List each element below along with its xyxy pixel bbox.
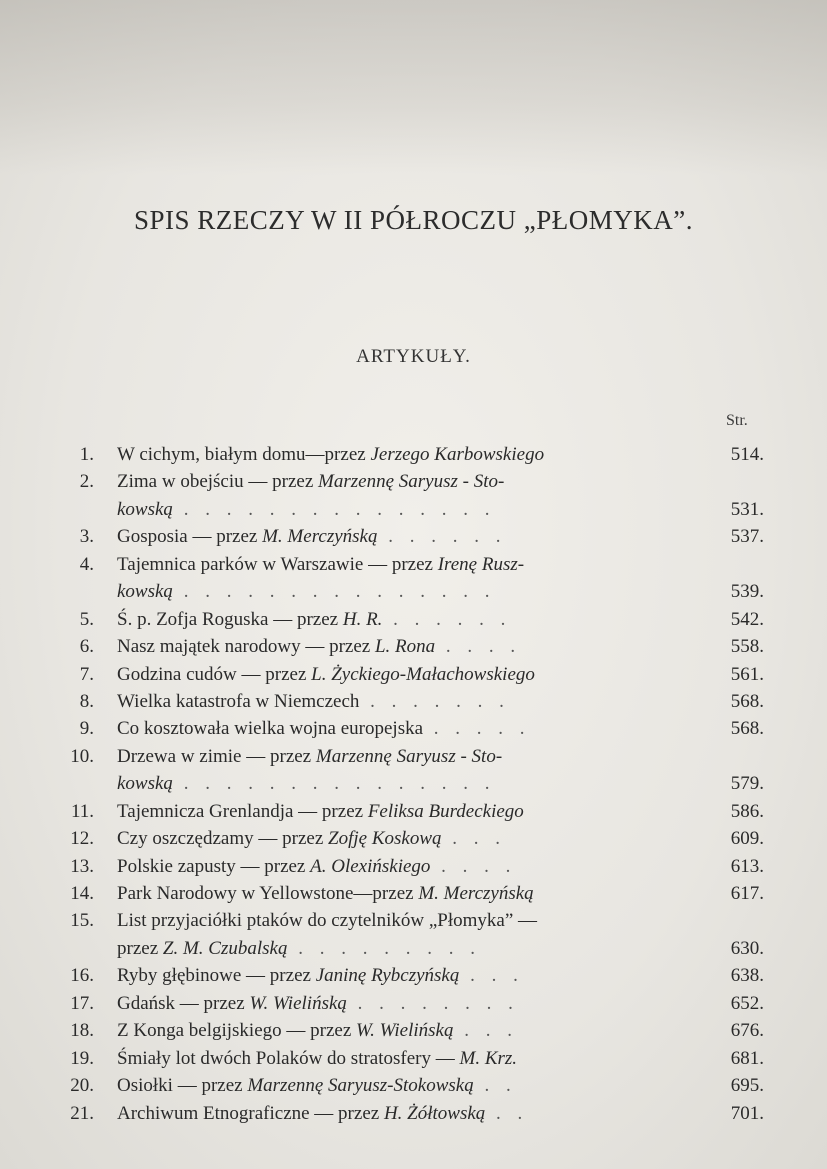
entry-text: przez [117, 937, 163, 959]
entry-title [117, 935, 637, 962]
toc-line [0, 1045, 827, 1072]
entry-page-number: 617. [730, 883, 764, 904]
toc-line [0, 606, 827, 633]
entry-author: L. Rona [374, 636, 436, 658]
entry-author: W. Wielińską [356, 1020, 454, 1042]
entry-page-number: 652. [730, 992, 764, 1014]
dot-leader: . . . . . [423, 718, 531, 740]
entry-author: kowską [117, 773, 173, 795]
dot-leader: . . . . . . . . . . . . . . . [172, 773, 496, 795]
entry-author: Irenę Rusz- [437, 553, 525, 575]
entry-text: Co kosztowała wielka wojna europejska [117, 718, 424, 740]
entry-text: Tajemnicza Grenlandja — przez [117, 800, 368, 822]
entry-author: M. Merczyńską [262, 526, 378, 548]
entry-title [117, 441, 637, 468]
section-heading: ARTYKUŁY. [356, 346, 471, 367]
toc-line [0, 798, 827, 825]
entry-number: 10. [70, 745, 94, 767]
entry-title [117, 1072, 637, 1099]
toc-line [0, 825, 827, 852]
entry-number: 16. [70, 965, 94, 987]
entry-page-number: 539. [730, 581, 764, 603]
entry-number: 2. [79, 471, 94, 493]
entry-number: 5. [79, 608, 94, 630]
entry-number: 8. [79, 690, 94, 712]
entry-page-number: 579. [730, 773, 764, 795]
toc-line [0, 880, 827, 907]
entry-text: Ś. p. Zofja Roguska — przez [117, 608, 343, 630]
entry-text: W cichym, białym domu—przez [117, 444, 371, 465]
toc-line [0, 1100, 827, 1127]
entry-text: Drzewa w zimie — przez [117, 745, 316, 767]
entry-number: 15. [70, 910, 94, 932]
toc-line [0, 1072, 827, 1099]
entry-title [117, 551, 637, 578]
entry-title [117, 853, 637, 880]
entry-title [117, 633, 637, 660]
entry-text: Gdańsk — przez [117, 992, 250, 1014]
entry-title [117, 688, 637, 715]
entry-title [117, 661, 637, 688]
entry-title [117, 715, 637, 742]
entry-text: Ryby głębinowe — przez [117, 965, 316, 987]
entry-number: 18. [70, 1020, 94, 1042]
dot-leader: . . . . . . [377, 526, 507, 548]
entry-author: Jerzego Karbowskiego [370, 444, 545, 465]
entry-number: 17. [70, 992, 94, 1014]
entry-page-number: 514. [730, 444, 764, 465]
entry-title [117, 743, 637, 770]
entry-number: 20. [70, 1075, 94, 1097]
entry-text: Gosposia — przez [117, 526, 263, 548]
dot-leader: . . [473, 1075, 517, 1097]
toc-line [0, 551, 827, 578]
entry-title [117, 606, 637, 633]
toc-line [0, 1017, 827, 1044]
entry-page-number: 568. [730, 718, 764, 740]
entry-text: Wielka katastrofa w Niemczech [117, 690, 360, 712]
entry-title [117, 990, 637, 1017]
toc-line [0, 578, 827, 605]
entry-text: Czy oszczędzamy — przez [117, 828, 329, 850]
entry-number: 11. [70, 800, 94, 822]
entry-author: L. Życkiego-Małachowskiego [311, 663, 535, 685]
dot-leader: . . . [441, 828, 506, 850]
entry-page-number: 701. [730, 1102, 764, 1124]
entry-author: Z. M. Czubalską [162, 937, 288, 959]
entry-text: Tajemnica parków w Warszawie — przez [117, 553, 438, 575]
toc-line [0, 715, 827, 742]
entry-title [117, 523, 637, 550]
entry-text: Zima w obejściu — przez [117, 471, 319, 493]
entry-author: Marzennę Saryusz - Sto- [318, 471, 505, 493]
dot-leader: . . . . [430, 855, 517, 877]
toc-line [0, 661, 827, 688]
entry-author: H. Żółtowską [383, 1102, 486, 1124]
dot-leader: . . . . [435, 636, 522, 658]
toc-line [0, 688, 827, 715]
entry-page-number: 542. [730, 608, 764, 630]
entry-title [117, 907, 637, 934]
entry-text: Godzina cudów — przez [117, 663, 312, 685]
entry-author: Marzennę Saryusz-Stokowską [247, 1075, 474, 1097]
entry-author: W. Wielińską [249, 992, 347, 1014]
entry-author: M. Merczyńską [418, 883, 534, 904]
entry-title [117, 770, 637, 797]
toc-line [0, 633, 827, 660]
page-column-label: Str. [726, 412, 748, 429]
entry-number: 13. [70, 855, 94, 877]
dot-leader: . . . . . . [382, 608, 512, 630]
dot-leader: . . [485, 1102, 529, 1124]
page-title: SPIS RZECZY W II PÓŁROCZU „PŁOMYKA”. [133, 205, 693, 235]
entry-page-number: 676. [730, 1020, 764, 1042]
entry-number: 21. [70, 1102, 94, 1124]
entry-author: kowską [117, 498, 173, 520]
entry-page-number: 558. [730, 636, 764, 658]
entry-page-number: 609. [730, 828, 764, 850]
entry-text: List przyjaciółki ptaków do czytelników „Płomyka” — [117, 910, 538, 932]
entry-title [117, 578, 637, 605]
entry-author: kowską [117, 581, 173, 603]
entry-title [117, 1045, 637, 1072]
entry-number: 6. [79, 636, 94, 658]
entry-author: Zofję Koskową [328, 828, 442, 850]
entry-number: 7. [79, 663, 94, 685]
entry-text: Z Konga belgijskiego — przez [117, 1020, 357, 1042]
entry-page-number: 638. [730, 965, 764, 987]
entry-page-number: 531. [730, 498, 764, 520]
dot-leader: . . . [459, 965, 524, 987]
entry-author: H. R. [342, 608, 383, 630]
entry-page-number: 537. [730, 526, 764, 548]
entry-page-number: 561. [730, 663, 764, 685]
entry-title [117, 962, 637, 989]
toc-line [0, 496, 827, 523]
dot-leader: . . . . . . . . . . . . . . . [172, 498, 496, 520]
toc-line [0, 441, 827, 468]
entry-page-number: 568. [730, 690, 764, 712]
toc-line [0, 962, 827, 989]
entry-title [117, 496, 637, 523]
entry-author: A. Olexińskiego [310, 855, 431, 877]
table-of-contents [0, 441, 827, 1127]
entry-title [117, 1100, 637, 1127]
entry-text: Park Narodowy w Yellowstone—przez [117, 883, 419, 904]
entry-text: Osiołki — przez [117, 1075, 248, 1097]
entry-number: 9. [79, 718, 94, 740]
entry-number: 1. [79, 444, 94, 465]
entry-number: 4. [79, 553, 94, 575]
entry-title [117, 798, 637, 825]
entry-title [117, 468, 637, 495]
entry-text: Archiwum Etnograficzne — przez [117, 1102, 384, 1124]
entry-text: Polskie zapusty — przez [117, 855, 311, 877]
entry-page-number: 695. [730, 1075, 764, 1097]
dot-leader: . . . . . . . . . . . . . . . [172, 581, 496, 603]
entry-title [117, 825, 637, 852]
entry-author: Marzennę Saryusz - Sto- [315, 745, 503, 767]
entry-title [117, 1017, 637, 1044]
entry-page-number: 630. [730, 937, 764, 959]
toc-line [0, 468, 827, 495]
entry-page-number: 613. [730, 855, 764, 877]
toc-line [0, 523, 827, 550]
dot-leader: . . . [453, 1020, 518, 1042]
toc-line [0, 935, 827, 962]
toc-line [0, 743, 827, 770]
entry-title [117, 880, 637, 907]
dot-leader: . . . . . . . . [346, 992, 519, 1014]
toc-line [0, 990, 827, 1017]
toc-line [0, 907, 827, 934]
entry-number: 3. [79, 526, 94, 548]
toc-line [0, 853, 827, 880]
entry-number: 14. [70, 883, 94, 904]
dot-leader: . . . . . . . . . [287, 937, 481, 959]
entry-author: Janinę Rybczyńską [315, 965, 460, 987]
entry-text: Śmiały lot dwóch Polaków do stratosfery — [117, 1047, 460, 1069]
entry-page-number: 681. [730, 1047, 764, 1069]
entry-author: Feliksa Burdeckiego [367, 800, 524, 822]
entry-number: 12. [70, 828, 94, 850]
toc-line [0, 770, 827, 797]
entry-text: Nasz majątek narodowy — przez [117, 636, 375, 658]
entry-author: M. Krz. [459, 1047, 518, 1069]
entry-number: 19. [70, 1047, 94, 1069]
entry-page-number: 586. [730, 800, 764, 822]
dot-leader: . . . . . . . [359, 690, 510, 712]
